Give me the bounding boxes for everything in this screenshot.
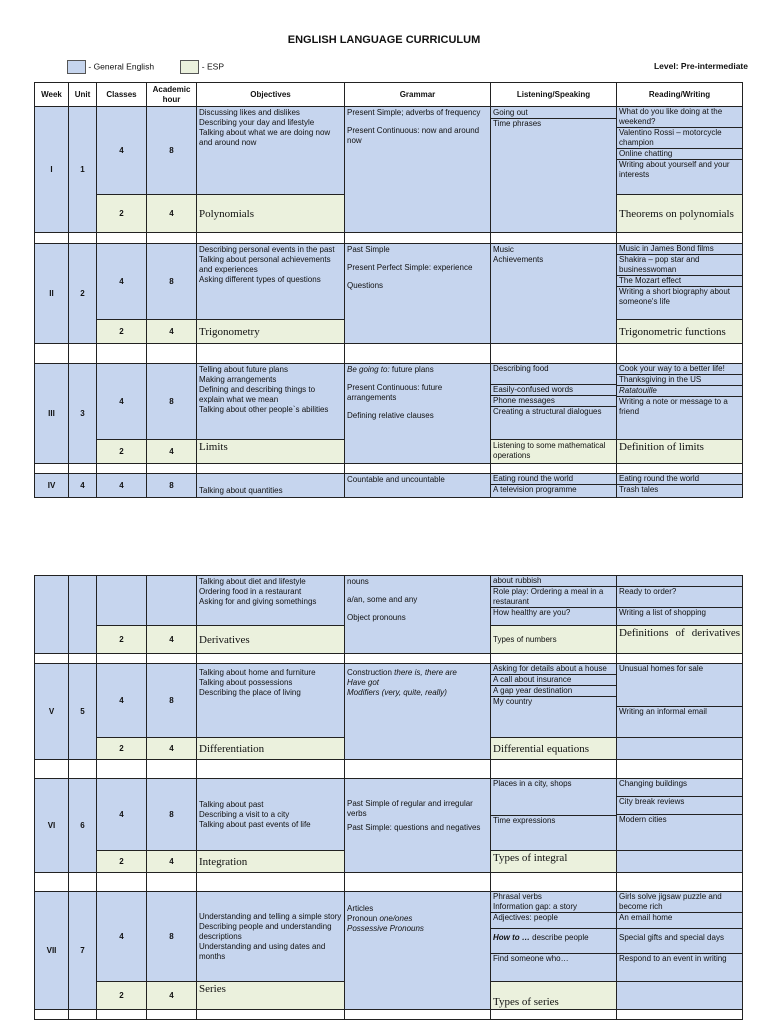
grammar-italic: Be going to: [347, 365, 390, 374]
reading-item: Changing buildings [617, 779, 742, 797]
listening-item: A television programme [493, 485, 577, 494]
reading-item: City break reviews [617, 797, 742, 815]
esp-reading-cell: Definition of limits [617, 440, 743, 464]
spacer-row [35, 233, 743, 244]
listening-item: Music [493, 245, 514, 254]
header-hour: Academic hour [147, 83, 197, 107]
week-cell: V [35, 664, 69, 760]
unit-cell: 6 [69, 779, 97, 873]
legend [67, 60, 248, 74]
objectives-cell: Talking about home and furniture Talking about possessions Describing the place of living [197, 664, 345, 738]
hours-cell: 8 [147, 779, 197, 851]
table-row [35, 364, 743, 440]
esp-objective-cell: Trigonometry [197, 320, 345, 344]
grammar-cell: Countable and uncountable [345, 474, 491, 498]
esp-reading-cell: Trigonometric functions [617, 320, 743, 344]
esp-objective-cell: Derivatives [197, 626, 345, 654]
reading-cell [617, 779, 743, 851]
classes-cell: 4 [97, 107, 147, 195]
reading-item: Ratatouille [617, 386, 742, 397]
curriculum-table-1 [34, 82, 742, 498]
esp-listening-cell: Types of numbers [491, 626, 617, 654]
listening-item: Asking for details about a house [491, 664, 616, 675]
reading-cell [617, 107, 743, 195]
week-cell: IV [35, 474, 69, 498]
spacer-row [35, 873, 743, 892]
week-cell: VI [35, 779, 69, 873]
listening-item: Adjectives: people [491, 913, 616, 929]
header-week: Week [35, 83, 69, 107]
header-grammar: Grammar [345, 83, 491, 107]
classes-cell [97, 576, 147, 626]
grammar-item [347, 668, 488, 678]
grammar-cell [345, 107, 491, 233]
hours-cell: 8 [147, 107, 197, 195]
reading-item: Shakira – pop star and businesswoman [617, 255, 742, 276]
esp-reading-cell [617, 738, 743, 760]
week-cell: III [35, 364, 69, 464]
listening-item: about rubbish [491, 576, 616, 587]
grammar-item: Modifiers (very, quite, really) [347, 688, 447, 697]
reading-item: Cook your way to a better life! [617, 364, 742, 375]
reading-item: Modern cities [619, 815, 667, 824]
listening-item: Describing food [491, 364, 616, 385]
header-row [35, 83, 743, 107]
listening-cell [491, 664, 617, 738]
listening-cell [491, 779, 617, 851]
reading-item: Writing an informal email [619, 707, 707, 716]
listening-item: Places in a city, shops [491, 779, 616, 816]
esp-classes-cell: 2 [97, 626, 147, 654]
listening-item: Eating round the world [491, 474, 616, 485]
esp-classes-cell: 2 [97, 195, 147, 233]
spacer-row [35, 464, 743, 474]
grammar-italic: one/ones [379, 914, 413, 923]
listening-item: Time expressions [493, 816, 556, 825]
esp-classes-cell: 2 [97, 320, 147, 344]
table-row [35, 107, 743, 195]
esp-classes-cell: 2 [97, 440, 147, 464]
unit-cell: 1 [69, 107, 97, 233]
esp-hours-cell: 4 [147, 320, 197, 344]
classes-cell: 4 [97, 892, 147, 982]
esp-objective-cell: Series [197, 982, 345, 1010]
esp-reading-cell [617, 982, 743, 1010]
esp-objective-cell: Differentiation [197, 738, 345, 760]
objectives-cell: Discussing likes and dislikes Describing your day and lifestyle Talking about what we are doing now and around now [197, 107, 345, 195]
header-unit: Unit [69, 83, 97, 107]
reading-item: Eating round the world [617, 474, 742, 485]
listening-item: Find someone who… [493, 954, 569, 963]
grammar-item: Have got [347, 678, 380, 687]
grammar-item: Object pronouns [347, 613, 406, 622]
grammar-text: Construction [347, 668, 395, 677]
grammar-cell [345, 244, 491, 344]
listening-cell [491, 474, 617, 498]
reading-cell [617, 244, 743, 320]
grammar-item: Questions [347, 281, 384, 290]
listening-item [491, 929, 616, 954]
listening-cell [491, 892, 617, 982]
reading-cell [617, 474, 743, 498]
header-reading: Reading/Writing [617, 83, 743, 107]
unit-cell: 7 [69, 892, 97, 1010]
esp-hours-cell: 4 [147, 440, 197, 464]
classes-cell: 4 [97, 244, 147, 320]
esp-hours-cell: 4 [147, 738, 197, 760]
listening-item: Going out [491, 108, 616, 119]
header-classes: Classes [97, 83, 147, 107]
spacer-row [35, 1010, 743, 1020]
esp-listening-cell: Listening to some mathematical operations [491, 440, 617, 464]
esp-objective-cell: Limits [197, 440, 345, 464]
classes-cell: 4 [97, 364, 147, 440]
reading-item: Music in James Bond films [617, 244, 742, 255]
grammar-item [347, 914, 488, 924]
grammar-item: Present Continuous: future arrangements [347, 383, 443, 402]
table-row [35, 576, 743, 626]
classes-cell: 4 [97, 474, 147, 498]
listening-item: Role play: Ordering a meal in a restaurant [491, 587, 616, 608]
document-title: ENGLISH LANGUAGE CURRICULUM [287, 34, 481, 46]
grammar-item: Past Simple: questions and negatives [347, 822, 481, 832]
grammar-cell [345, 779, 491, 873]
listening-item: A gap year destination [491, 686, 616, 697]
hours-cell: 8 [147, 364, 197, 440]
table-row [35, 892, 743, 982]
grammar-item: Present Continuous: now and around now [347, 126, 480, 145]
reading-item: Ready to order? [617, 587, 742, 608]
table-row [35, 244, 743, 320]
table-row [35, 664, 743, 738]
objectives-cell: Describing personal events in the past Talking about personal achievements and experiences Asking different types of questions [197, 244, 345, 320]
grammar-item: Present Simple; adverbs of frequency [347, 108, 481, 117]
listening-cell [491, 244, 617, 344]
objectives-cell: Telling about future plans Making arrangements Defining and describing things to explain what we mean Talking about other people`s abilities [197, 364, 345, 440]
hours-cell: 8 [147, 244, 197, 320]
reading-item: Special gifts and special days [617, 929, 742, 954]
esp-reading-cell: Theorems on polynomials [617, 195, 743, 233]
unit-cell: 3 [69, 364, 97, 464]
objectives-cell: Talking about quantities [197, 474, 345, 498]
listening-item: Achievements [493, 255, 544, 264]
listening-cell [491, 364, 617, 440]
unit-cell: 2 [69, 244, 97, 344]
reading-item: Writing about yourself and your interests [619, 160, 730, 179]
reading-cell [617, 892, 743, 982]
reading-cell [617, 364, 743, 440]
table-row [35, 779, 743, 851]
objectives-cell: Talking about diet and lifestyle Ordering food in a restaurant Asking for and giving somethings [197, 576, 345, 626]
grammar-item: Possessive Pronouns [347, 924, 424, 933]
reading-item: Writing a note or message to a friend [619, 397, 728, 416]
esp-hours-cell: 4 [147, 626, 197, 654]
reading-item: Online chatting [617, 149, 742, 160]
listening-howto: How to … [493, 933, 530, 942]
reading-item: Valentino Rossi – motorcycle champion [617, 128, 742, 149]
table-row [35, 474, 743, 498]
esp-objective-cell: Integration [197, 851, 345, 873]
reading-cell [617, 576, 743, 626]
grammar-cell [345, 364, 491, 464]
esp-hours-cell: 4 [147, 195, 197, 233]
reading-item: What do you like doing at the weekend? [617, 107, 742, 128]
esp-listening-cell: Differential equations [491, 738, 617, 760]
listening-item: A call about insurance [491, 675, 616, 686]
spacer-row [35, 654, 743, 664]
listening-item: Time phrases [493, 119, 542, 128]
grammar-cell [345, 576, 491, 654]
reading-item: An email home [617, 913, 742, 929]
listening-cell [491, 107, 617, 233]
grammar-item: Present Perfect Simple: experience [347, 263, 473, 272]
reading-item [617, 576, 742, 587]
esp-classes-cell: 2 [97, 738, 147, 760]
reading-item: Thanksgiving in the US [617, 375, 742, 386]
hours-cell: 8 [147, 664, 197, 738]
hours-cell: 8 [147, 474, 197, 498]
classes-cell: 4 [97, 664, 147, 738]
esp-listening-cell: Types of series [491, 982, 617, 1010]
grammar-item [347, 365, 488, 375]
grammar-italic: there is, there are [394, 668, 457, 677]
week-cell: I [35, 107, 69, 233]
reading-item: Unusual homes for sale [617, 664, 742, 707]
esp-listening-cell: Types of integral [491, 851, 617, 873]
objectives-cell: Understanding and telling a simple story Describing people and understanding descriptions Understanding and using dates and months [197, 892, 345, 982]
reading-item: Trash tales [619, 485, 659, 494]
spacer-row [35, 760, 743, 779]
reading-item: The Mozart effect [617, 276, 742, 287]
listening-item: Phone messages [491, 396, 616, 407]
week-cell: VII [35, 892, 69, 1010]
listening-item: Easily-confused words [491, 385, 616, 396]
unit-cell [69, 576, 97, 654]
hours-cell [147, 576, 197, 626]
reading-item: Girls solve jigsaw puzzle and become rich [617, 892, 742, 913]
unit-cell: 5 [69, 664, 97, 760]
esp-hours-cell: 4 [147, 982, 197, 1010]
legend-swatch-esp [180, 60, 199, 74]
grammar-item: Articles [347, 904, 374, 913]
listening-item: Phrasal verbs Information gap: a story [491, 892, 616, 913]
classes-cell: 4 [97, 779, 147, 851]
objectives-cell: Talking about past Describing a visit to a city Talking about past events of life [197, 779, 345, 851]
legend-swatch-general [67, 60, 86, 74]
hours-cell: 8 [147, 892, 197, 982]
reading-item: Respond to an event in writing [619, 954, 727, 963]
legend-esp-label: - ESP [201, 61, 224, 72]
reading-cell [617, 664, 743, 738]
reading-item: Writing a list of shopping [619, 608, 707, 617]
grammar-text: future plans [389, 365, 434, 374]
listening-item: Creating a structural dialogues [493, 407, 602, 416]
reading-item: Writing a short biography about someone's life [619, 287, 731, 306]
level-label: Level: Pre-intermediate [653, 61, 748, 71]
header-listening: Listening/Speaking [491, 83, 617, 107]
curriculum-table-2 [34, 575, 742, 1020]
week-cell: II [35, 244, 69, 344]
grammar-item: nouns [347, 577, 369, 586]
grammar-text: Pronoun [347, 914, 380, 923]
esp-objective-cell: Polynomials [197, 195, 345, 233]
legend-general-label: - General English [88, 61, 155, 72]
spacer-row [35, 344, 743, 364]
grammar-item: Past Simple of regular and irregular verbs [347, 798, 473, 818]
listening-item: How healthy are you? [493, 608, 571, 617]
grammar-item: a/an, some and any [347, 595, 418, 604]
grammar-item: Defining relative clauses [347, 411, 434, 420]
header-objectives: Objectives [197, 83, 345, 107]
grammar-cell [345, 892, 491, 1010]
esp-hours-cell: 4 [147, 851, 197, 873]
esp-reading-cell [617, 851, 743, 873]
listening-item: My country [493, 697, 533, 706]
esp-classes-cell: 2 [97, 851, 147, 873]
unit-cell: 4 [69, 474, 97, 498]
grammar-item: Past Simple [347, 245, 390, 254]
esp-reading-cell: Definitions of derivatives [617, 626, 743, 654]
listening-cell [491, 576, 617, 626]
esp-classes-cell: 2 [97, 982, 147, 1010]
week-cell [35, 576, 69, 654]
grammar-cell [345, 664, 491, 760]
listening-text: describe people [532, 933, 589, 942]
